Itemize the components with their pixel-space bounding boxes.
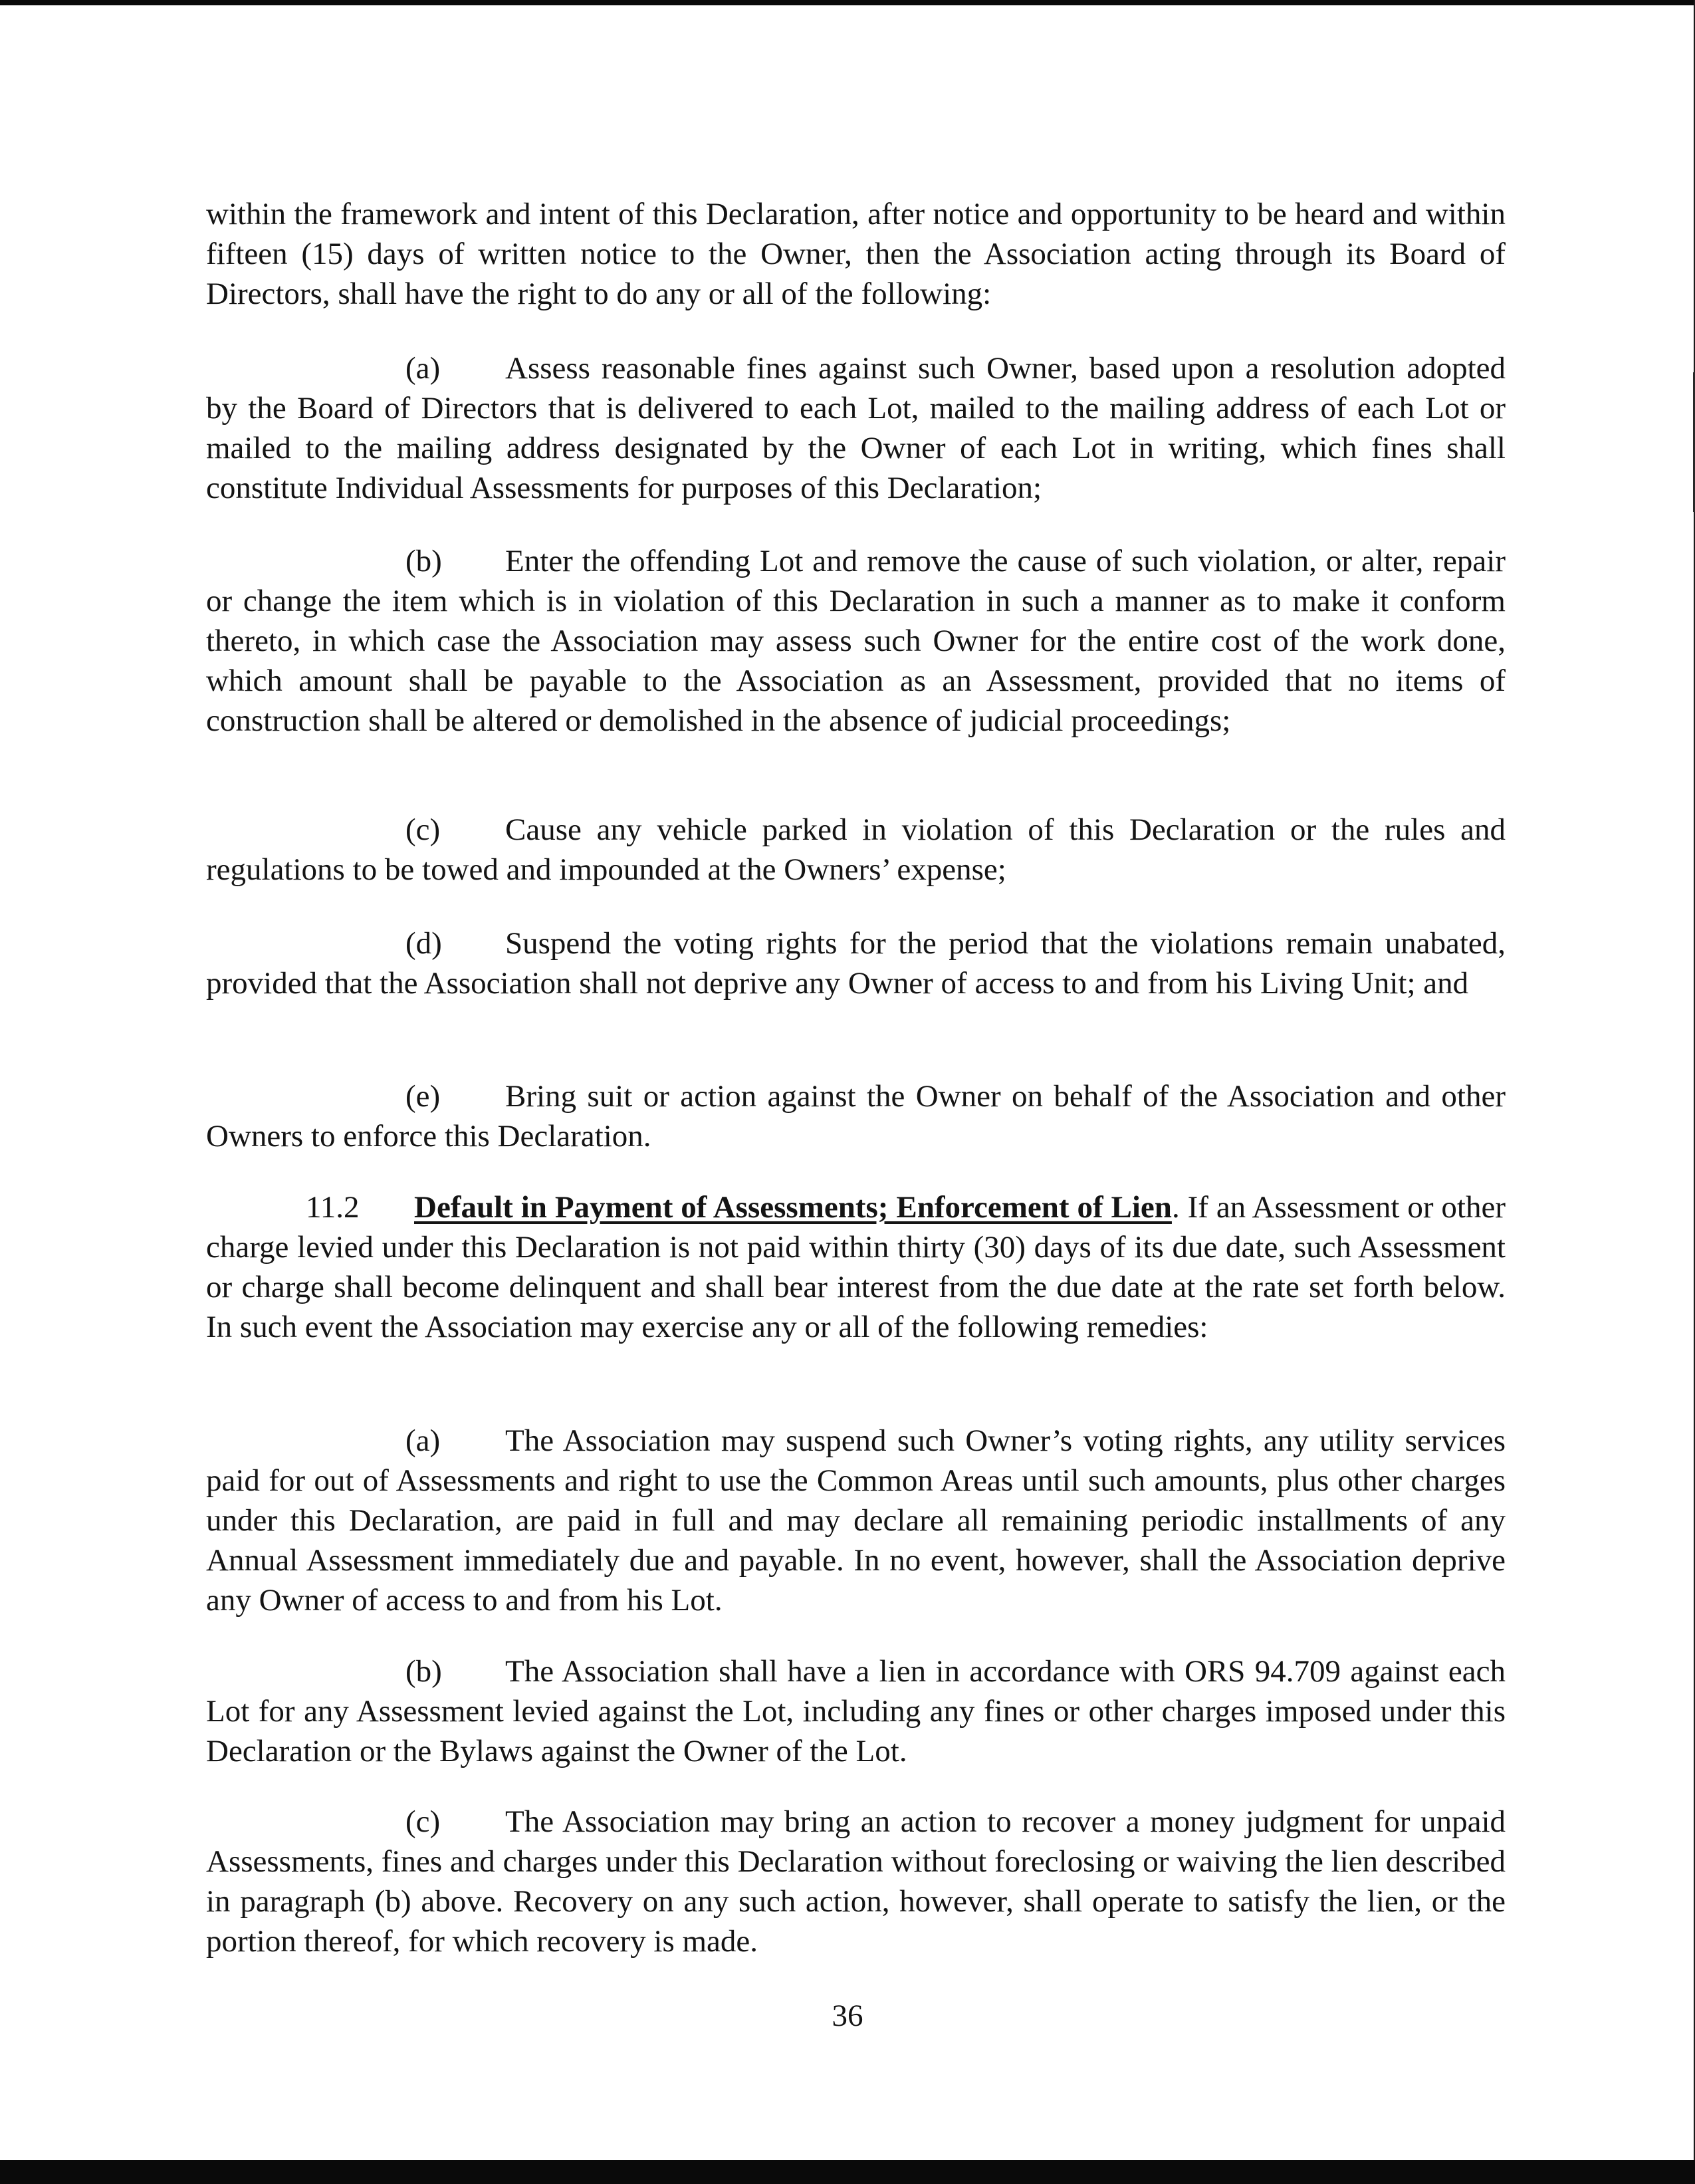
remedy-label: (b): [405, 544, 442, 578]
section-number: 11.2: [306, 1190, 360, 1225]
remedy-text: Suspend the voting rights for the period that the violations remain unabated, provided that the Association shall not deprive any Owner of access to and from his Living Unit; and: [206, 926, 1506, 1001]
remedy-text: Cause any vehicle parked in violation of this Declaration or the rules and regulations to be towed and impounded at the Owners’ expense;: [206, 812, 1506, 887]
section-11-2-paragraph: [206, 1187, 1506, 1347]
scan-border-bottom: [0, 2160, 1695, 2184]
lien-remedy-paragraph-c: [206, 1802, 1506, 1961]
remedy-text: The Association may suspend such Owner’s voting rights, any utility services paid for out of Assessments and right to use the Common Areas until such amounts, plus other charges under this Declaration, are paid in full and may declare all remaining periodic installments of any Annual Assessment immediately due and payable. In no event, however, shall the Association deprive any Owner of access to and from his Lot.: [206, 1423, 1506, 1618]
remedy-text: Enter the offending Lot and remove the cause of such violation, or alter, repair or change the item which is in violation of this Declaration in such a manner as to make it conform thereto, in which case the Association may assess such Owner for the entire cost of the work done, which amount shall be payable to the Association as an Assessment, provided that no items of construction shall be altered or demolished in the absence of judicial proceedings;: [206, 544, 1506, 738]
remedy-label: (d): [405, 926, 442, 961]
remedy-label: (b): [405, 1654, 442, 1689]
remedy-label: (a): [405, 1423, 441, 1458]
remedy-paragraph-d: [206, 923, 1506, 1003]
section-text: . If an Assessment or other charge levied under this Declaration is not paid within thirty (30) days of its due date, such Assessment or charge shall become delinquent and shall bear interest from the due date at the rate set forth below. In such event the Association may exercise any or all of the following remedies:: [206, 1190, 1506, 1344]
lien-remedy-paragraph-b: [206, 1651, 1506, 1771]
remedy-label: (a): [405, 351, 441, 386]
remedy-text: Bring suit or action against the Owner on behalf of the Association and other Owners to enforce this Declaration.: [206, 1079, 1506, 1153]
remedy-label: (c): [405, 1804, 441, 1839]
opening-paragraph: within the framework and intent of this Declaration, after notice and opportunity to be heard and within fifteen (15) days of written notice to the Owner, then the Association acting through its Board of Directors, shall have the right to do any or all of the following:: [206, 197, 1506, 311]
remedy-text: Assess reasonable fines against such Owner, based upon a resolution adopted by the Board of Directors that is delivered to each Lot, mailed to the mailing address of each Lot or mailed to the mailing address designated by the Owner of each Lot in writing, which fines shall constitute Individual Assessments for purposes of this Declaration;: [206, 351, 1506, 505]
remedy-label: (e): [405, 1079, 441, 1114]
remedy-label: (c): [405, 812, 441, 847]
remedy-paragraph-e: [206, 1076, 1506, 1156]
page-number: 36: [832, 1999, 863, 2033]
lien-remedy-paragraph-a: [206, 1421, 1506, 1620]
remedy-paragraph-c: [206, 810, 1506, 890]
remedy-text: The Association may bring an action to recover a money judgment for unpaid Assessments, fines and charges under this Declaration without foreclosing or waiving the lien described in paragraph (b) above. Recovery on any such action, however, shall operate to satisfy the lien, or the portion thereof, for which recovery is made.: [206, 1804, 1506, 1959]
scan-border-top: [0, 0, 1695, 5]
remedy-text: The Association shall have a lien in accordance with ORS 94.709 against each Lot for any Assessment levied against the Lot, including any fines or other charges imposed under this Declaration or the Bylaws against the Owner of the Lot.: [206, 1654, 1506, 1768]
section-heading: Default in Payment of Assessments; Enforcement of Lien: [414, 1190, 1172, 1225]
remedy-paragraph-b: [206, 541, 1506, 741]
remedy-paragraph-a: [206, 348, 1506, 508]
